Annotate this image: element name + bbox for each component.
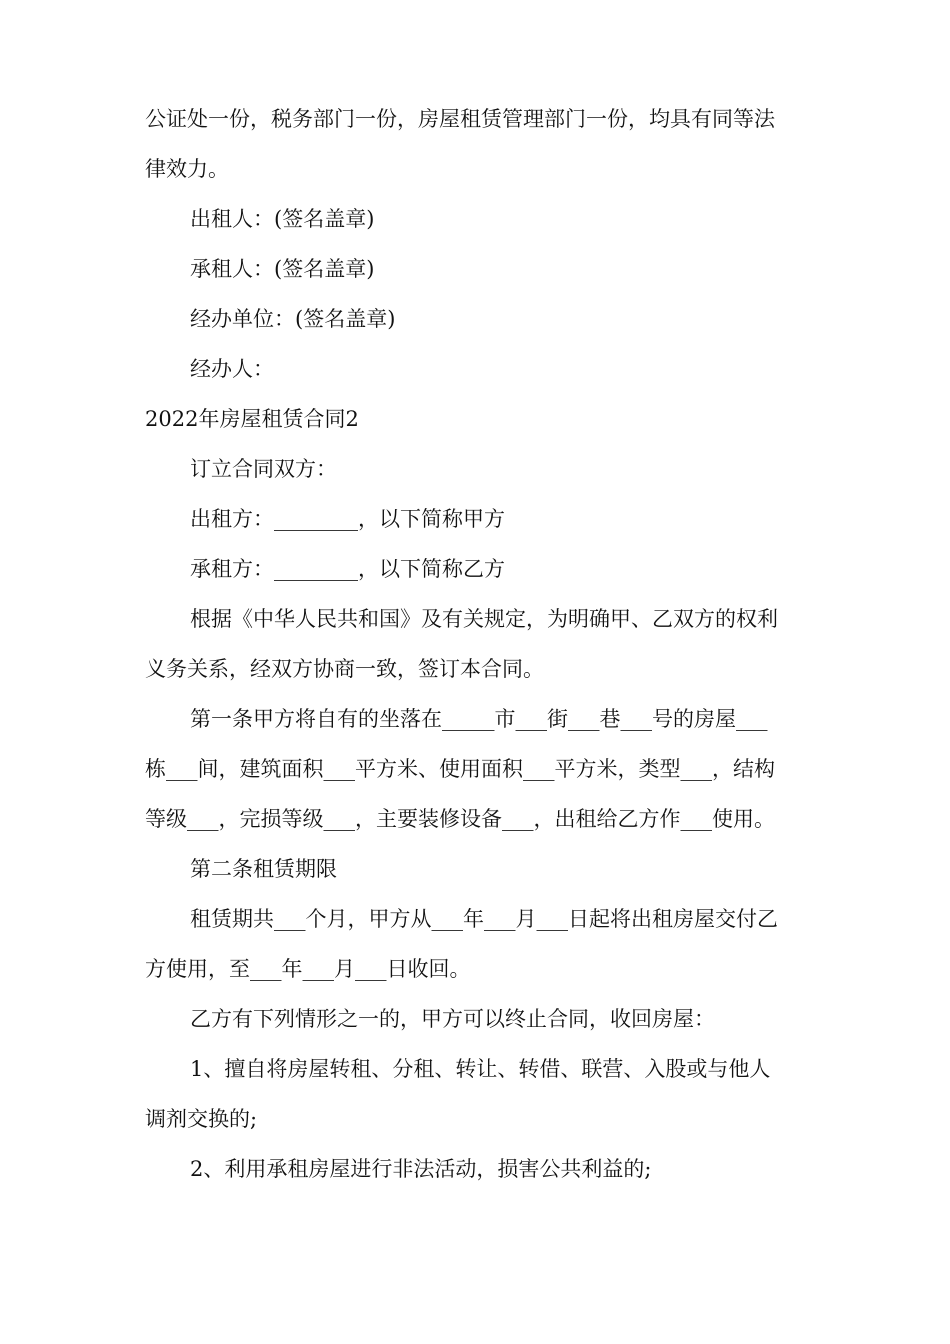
paragraph-line: 订立合同双方： [190,457,337,481]
paragraph-line: 义务关系，经双方协商一致，签订本合同。 [145,657,544,681]
list-item: 2、利用承租房屋进行非法活动，损害公共利益的; [190,1157,652,1181]
signature-agent-line: 经办人： [190,357,274,381]
paragraph-line: 乙方有下列情形之一的，甲方可以终止合同，收回房屋： [190,1007,715,1031]
paragraph-line: 等级___，完损等级___，主要装修设备___，出租给乙方作___使用。 [145,807,775,831]
list-item: 1、擅自将房屋转租、分租、转让、转借、联营、入股或与他人 [190,1057,771,1081]
signature-lessor-line: 出租人：(签名盖章) [190,207,375,231]
list-item-continuation: 调剂交换的; [145,1107,258,1131]
paragraph-line: 根据《中华人民共和国》及有关规定，为明确甲、乙双方的权利 [190,607,778,631]
paragraph-line: 律效力。 [145,157,229,181]
paragraph-line: 出租方：________，以下简称甲方 [190,507,505,531]
section-heading: 2022年房屋租赁合同2 [145,407,359,431]
signature-lessee-line: 承租人：(签名盖章) [190,257,375,281]
paragraph-line: 第二条租赁期限 [190,857,337,881]
paragraph-line: 承租方：________，以下简称乙方 [190,557,505,581]
paragraph-line: 租赁期共___个月，甲方从___年___月___日起将出租房屋交付乙 [190,907,778,931]
signature-agency-line: 经办单位：(签名盖章) [190,307,396,331]
paragraph-line: 方使用，至___年___月___日收回。 [145,957,471,981]
paragraph-line: 公证处一份，税务部门一份，房屋租赁管理部门一份，均具有同等法 [145,107,775,131]
paragraph-line: 栋___间，建筑面积___平方米、使用面积___平方米，类型___，结构 [145,757,775,781]
paragraph-line: 第一条甲方将自有的坐落在_____市___街___巷___号的房屋___ [190,707,768,731]
